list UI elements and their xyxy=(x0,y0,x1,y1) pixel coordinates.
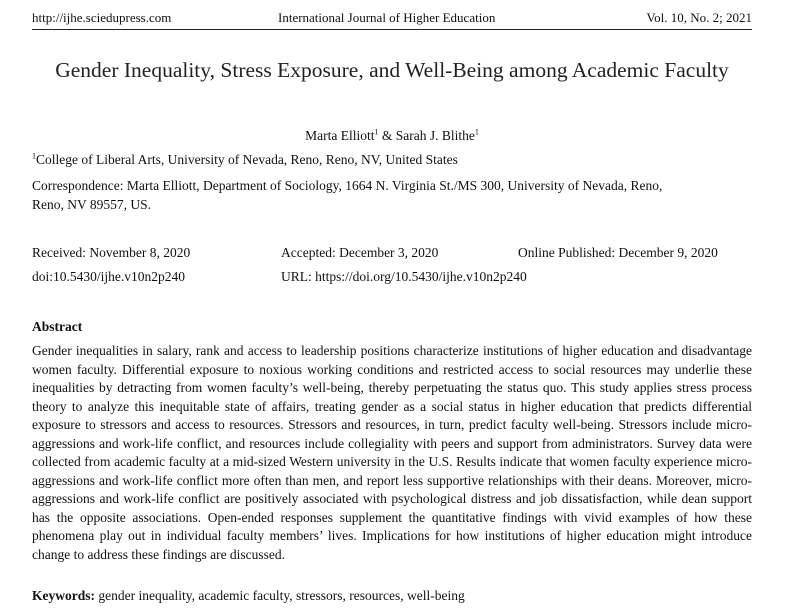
keywords-text: gender inequality, academic faculty, stressors, resources, well-being xyxy=(98,588,465,603)
author-affiliation-mark: 1 xyxy=(374,127,379,137)
author-affiliation-mark: 1 xyxy=(474,127,479,137)
correspondence-line-2: Reno, NV 89557, US. xyxy=(32,197,152,212)
volume-info: Vol. 10, No. 2; 2021 xyxy=(646,10,752,25)
header-divider xyxy=(32,29,752,30)
paper-title: Gender Inequality, Stress Exposure, and Well-Being among Academic Faculty xyxy=(55,58,729,82)
affiliation-mark: 1 xyxy=(32,151,36,161)
published-date: Online Published: December 9, 2020 xyxy=(518,245,718,260)
author-name: Marta Elliott xyxy=(305,128,375,143)
abstract-text: Gender inequalities in salary, rank and access to leadership positions characterize institutions of higher education and disadvantage women faculty. Differential exposure to noxious working conditions and restricted access to social resources may underlie these inequalities by detracting from women faculty’s well-being, thereby perpetuating the status quo. This study applies stress process theory to analyze this inequitable state of affairs, treating gender as a social status in higher education that predicts differential exposure to stressors and access to resources. Stressors and resources, in turn, predict faculty well-being. Stressors include micro-aggressions and work-life conflict, and resources include collegiality with peers and support from administrators. Survey data were collected from academic faculty at a mid-sized Western university in the U.S. Results indicate that women faculty experience micro-aggressions and work-life conflict more often than men, and report less supportive relationships with their deans. Moreover, micro-aggressions and work-life conflict are positively associated with psychological distress and job dissatisfaction, while dean support has the opposite associations. Open-ended responses supplement the quantitative findings with vivid examples of how these phenomena play out in individual faculty members’ lives. Implications for how institutions of higher education might introduce change to address these findings are discussed. xyxy=(32,343,752,562)
affiliation xyxy=(32,150,458,170)
author-name: Sarah J. Blithe xyxy=(395,128,475,143)
running-header xyxy=(32,10,752,28)
keywords-label: Keywords: xyxy=(32,588,95,603)
received-date: Received: November 8, 2020 xyxy=(32,245,191,260)
correspondence-line-1: Correspondence: Marta Elliott, Department of Sociology, 1664 N. Virginia St./MS 300, University of Nevada, Reno, xyxy=(32,178,663,193)
keywords xyxy=(32,586,465,606)
affiliation-text: College of Liberal Arts, University of Nevada, Reno, Reno, NV, United States xyxy=(36,152,458,167)
journal-name: International Journal of Higher Education xyxy=(278,10,496,25)
abstract-heading: Abstract xyxy=(32,319,83,334)
author-list xyxy=(32,128,752,144)
article-url-link[interactable]: URL: https://doi.org/10.5430/ijhe.v10n2p240 xyxy=(281,269,527,284)
doi: doi:10.5430/ijhe.v10n2p240 xyxy=(32,269,185,284)
accepted-date: Accepted: December 3, 2020 xyxy=(281,245,439,260)
journal-url-link[interactable]: http://ijhe.sciedupress.com xyxy=(32,10,172,25)
author-separator: & xyxy=(378,128,396,143)
